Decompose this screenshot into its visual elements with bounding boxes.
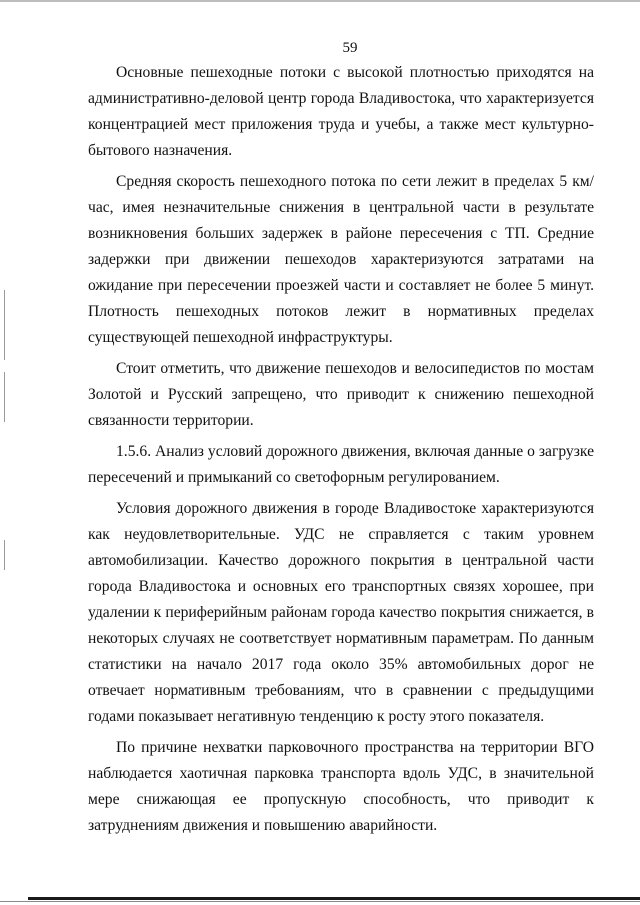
scan-bottom-line	[0, 901, 640, 902]
section-heading-1-5-6: 1.5.6. Анализ условий дорожного движения, включая данные о загрузке пересечений и примыканий со светофорным регулированием.	[88, 443, 594, 486]
scan-bottom-edge	[28, 897, 640, 900]
paragraph-bridges: Стоит отметить, что движение пешеходов и велосипедистов по мостам Золотой и Русский запрещено, что приводит к снижению пешеходной связанности территории.	[88, 360, 594, 429]
scan-margin-mark	[4, 290, 5, 360]
paragraph-pedestrian-speed: Средняя скорость пешеходного потока по сети лежит в пределах 5 км/час, имея незначительные снижения в центральной части в результате возникновения больших задержек в районе пересечения с ТП. Средние задержки при движении пешеходов характеризуются затратами на ожидание при пересечении проезжей части и составляет не более 5 минут. Плотность пешеходных потоков лежит в нормативных пределах существующей пешеходной инфраструктуры.	[88, 173, 594, 346]
scan-margin-mark	[4, 540, 5, 570]
scan-top-edge	[0, 0, 640, 2]
paragraph-parking: По причине нехватки парковочного пространства на территории ВГО наблюдается хаотичная парковка транспорта вдоль УДС, в значительной мере снижающая ее пропускную способность, что приводит к затруднениям движения и повышению аварийности.	[88, 739, 594, 834]
page-number: 59	[342, 40, 358, 56]
document-body	[88, 60, 594, 844]
paragraph-pedestrian-flows: Основные пешеходные потоки с высокой плотностью приходятся на административно-деловой центр города Владивостока, что характеризуется концентрацией мест приложения труда и учебы, а также мест культурно-бытового назначения.	[88, 64, 594, 159]
scan-margin-mark	[4, 372, 5, 422]
paragraph-traffic-conditions: Условия дорожного движения в городе Владивостоке характеризуются как неудовлетворительные. УДС не справляется с таким уровнем автомобилизации. Качество дорожного покрытия в центральной части города Владивостока и основных его транспортных связях хорошее, при удалении к периферийным районам города качество покрытия снижается, в некоторых случаях не соответствует нормативным параметрам. По данным статистики на начало 2017 года около 35% автомобильных дорог не отвечает нормативным требованиям, что в сравнении с предыдущими годами показывает негативную тенденцию к росту этого показателя.	[88, 500, 594, 725]
